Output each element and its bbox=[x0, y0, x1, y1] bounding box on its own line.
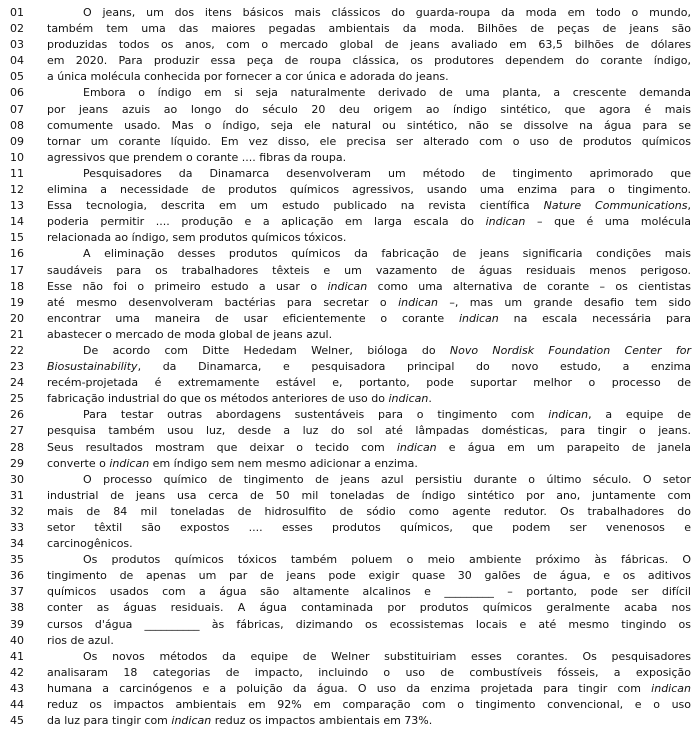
text-line bbox=[10, 391, 691, 407]
line-text bbox=[47, 279, 691, 295]
line-number: 29 bbox=[10, 456, 24, 470]
text-segment: químicos usados com a água são altamente alcalinos e _________ – portanto, pode ser difícil bbox=[47, 585, 691, 599]
text-segment: agressivos que prendem o corante .... fibras da roupa. bbox=[47, 150, 347, 164]
text-segment: Os novos métodos da equipe de Welner substituiriam esses corantes. Os pesquisadores bbox=[83, 649, 691, 663]
text-line bbox=[10, 327, 691, 343]
line-number: 32 bbox=[10, 504, 24, 518]
text-segment: , bbox=[687, 199, 691, 213]
line-text bbox=[47, 118, 691, 134]
line-number: 18 bbox=[10, 279, 24, 293]
line-text bbox=[47, 5, 691, 21]
line-text bbox=[47, 102, 691, 118]
text-line bbox=[10, 504, 691, 520]
italic-term: indican bbox=[396, 440, 437, 454]
text-segment: comumente usado. Mas o índigo, seja ele natural ou sintético, não se dissolve na água para se bbox=[47, 118, 691, 132]
text-segment: em 2020. Para produzir essa peça de roupa clássica, os produtores dependem do corante índigo, bbox=[47, 54, 691, 68]
text-segment: tornar um corante líquido. Em vez disso, ele precisa ser alterado com o uso de produtos químicos bbox=[47, 134, 691, 148]
text-segment: cursos d'água __________ às fábricas, dizimando os ecossistemas locais e até mesmo tingindo os bbox=[47, 617, 691, 631]
line-text bbox=[47, 134, 691, 150]
text-line bbox=[10, 520, 691, 536]
text-segment: O processo químico de tingimento de jeans azul persistiu durante o último século. O setor bbox=[83, 472, 691, 486]
text-line bbox=[10, 617, 691, 633]
text-segment: elimina a necessidade de produtos químicos agressivos, usando uma enzima para o tingimento. bbox=[47, 183, 691, 197]
line-text bbox=[47, 214, 691, 230]
text-segment: Os produtos químicos tóxicos também poluem o meio ambiente próximo às fábricas. O bbox=[83, 553, 691, 567]
line-number: 41 bbox=[10, 649, 24, 663]
line-text bbox=[47, 472, 691, 488]
line-number: 39 bbox=[10, 617, 24, 631]
line-number: 11 bbox=[10, 166, 24, 180]
line-number: 36 bbox=[10, 569, 24, 583]
italic-term: indican bbox=[485, 215, 526, 229]
text-line bbox=[10, 488, 691, 504]
line-number: 34 bbox=[10, 537, 24, 551]
text-line bbox=[10, 472, 691, 488]
text-line bbox=[10, 263, 691, 279]
text-segment: Esse não foi o primeiro estudo a usar o bbox=[47, 279, 328, 293]
text-line bbox=[10, 423, 691, 439]
line-text bbox=[47, 407, 691, 423]
text-line bbox=[10, 69, 691, 85]
text-line bbox=[10, 21, 691, 37]
text-line bbox=[10, 568, 691, 584]
italic-term: indican bbox=[388, 392, 429, 406]
text-line bbox=[10, 665, 691, 681]
line-number: 05 bbox=[10, 70, 24, 84]
text-segment: setor têxtil são expostos .... esses produtos químicos, que podem ser venenosos e bbox=[47, 521, 691, 534]
text-segment: –, mas um grande desafio tem sido bbox=[437, 295, 691, 309]
text-line bbox=[10, 584, 691, 600]
line-number: 27 bbox=[10, 424, 24, 438]
line-number: 42 bbox=[10, 665, 24, 679]
line-text bbox=[47, 295, 691, 311]
text-segment: abastecer o mercado de moda global de jeans azul. bbox=[47, 327, 333, 341]
line-number: 21 bbox=[10, 327, 24, 341]
text-segment: em índigo sem nem mesmo adicionar a enzima. bbox=[149, 456, 418, 470]
line-number: 22 bbox=[10, 343, 24, 357]
line-number: 35 bbox=[10, 553, 24, 567]
line-text bbox=[47, 456, 691, 472]
reading-passage bbox=[10, 5, 691, 729]
line-text bbox=[47, 359, 691, 375]
text-line bbox=[10, 279, 691, 295]
text-line bbox=[10, 697, 691, 713]
line-text bbox=[47, 568, 691, 584]
line-text bbox=[47, 488, 691, 504]
line-text bbox=[47, 536, 691, 552]
line-number: 14 bbox=[10, 215, 24, 229]
text-segment: reduz os impactos ambientais em 92% em comparação com o tingimento convencional, e o uso bbox=[47, 698, 691, 712]
italic-term: indican bbox=[651, 681, 691, 695]
text-segment: , da Dinamarca, e pesquisadora principal do novo estudo, a enzima bbox=[137, 360, 691, 374]
line-number: 24 bbox=[10, 376, 24, 390]
line-text bbox=[47, 37, 691, 53]
italic-term: indican bbox=[548, 408, 589, 422]
line-text bbox=[47, 584, 691, 600]
text-segment: Pesquisadores da Dinamarca desenvolveram um método de tingimento aprimorado que bbox=[83, 166, 691, 180]
text-segment: A eliminação desses produtos químicos da fabricação de jeans significaria condições mais bbox=[83, 247, 691, 261]
line-number: 03 bbox=[10, 38, 24, 52]
line-number: 37 bbox=[10, 585, 24, 599]
line-number: 08 bbox=[10, 118, 24, 132]
line-number: 19 bbox=[10, 295, 24, 309]
line-number: 38 bbox=[10, 601, 24, 615]
italic-term: indican bbox=[171, 714, 212, 728]
text-segment: relacionada ao índigo, sem produtos químicos tóxicos. bbox=[47, 231, 347, 245]
line-text bbox=[47, 150, 691, 166]
italic-term: indican bbox=[327, 279, 368, 293]
line-text bbox=[47, 69, 691, 85]
text-segment: De acordo com Ditte Hededam Welner, bióloga do bbox=[83, 343, 450, 357]
text-line bbox=[10, 552, 691, 568]
line-text bbox=[47, 263, 691, 279]
text-segment: como uma alternativa de corante – os cientistas bbox=[367, 279, 691, 293]
text-segment: recém-projetada é extremamente estável e, portanto, pode suportar melhor o processo de bbox=[47, 376, 691, 390]
text-segment: Embora o índigo em si seja naturalmente derivado de uma planta, a crescente demanda bbox=[83, 86, 691, 100]
italic-term: indican bbox=[398, 295, 438, 309]
text-segment: a única molécula conhecida por fornecer a cor única e adorada do jeans. bbox=[47, 70, 449, 84]
line-text bbox=[47, 246, 691, 262]
text-line bbox=[10, 166, 691, 182]
text-line bbox=[10, 182, 691, 198]
line-number: 10 bbox=[10, 150, 24, 164]
text-line bbox=[10, 407, 691, 423]
text-segment: produzidas todos os anos, com o mercado global de jeans avaliado em 63,5 bilhões de dólares bbox=[47, 38, 691, 52]
line-number: 20 bbox=[10, 311, 24, 325]
line-text bbox=[47, 327, 691, 343]
text-segment: industrial de jeans usa cerca de 50 mil toneladas de índigo sintético por ano, juntamente com bbox=[47, 488, 691, 502]
line-text bbox=[47, 713, 691, 729]
text-segment: e água em um parapeito de janela bbox=[436, 440, 691, 454]
line-text bbox=[47, 85, 691, 101]
line-text bbox=[47, 633, 691, 649]
text-segment: até mesmo desenvolveram bactérias para secretar o bbox=[47, 295, 399, 309]
line-text bbox=[47, 665, 691, 681]
line-number: 43 bbox=[10, 681, 24, 695]
text-line bbox=[10, 37, 691, 53]
line-text bbox=[47, 198, 691, 214]
text-line bbox=[10, 600, 691, 616]
text-segment: reduz os impactos ambientais em 73%. bbox=[211, 714, 433, 728]
text-line bbox=[10, 118, 691, 134]
text-line bbox=[10, 456, 691, 472]
line-number: 33 bbox=[10, 521, 24, 534]
line-text bbox=[47, 166, 691, 182]
line-text bbox=[47, 440, 691, 456]
italic-term: indican bbox=[458, 311, 499, 325]
text-segment: conter as águas residuais. A água contaminada por produtos químicos geralmente acaba nos bbox=[47, 601, 691, 615]
line-text bbox=[47, 600, 691, 616]
text-line bbox=[10, 440, 691, 456]
line-number: 23 bbox=[10, 360, 24, 374]
text-segment: . bbox=[428, 392, 432, 406]
text-segment: analisaram 18 categorias de impacto, incluindo o uso de combustíveis fósseis, a exposição bbox=[47, 665, 691, 679]
text-line bbox=[10, 85, 691, 101]
text-line bbox=[10, 713, 691, 729]
text-segment: poderia permitir .... produção e a aplicação em larga escala do bbox=[47, 215, 486, 229]
text-segment: encontrar uma maneira de usar eficientemente o corante bbox=[47, 311, 459, 325]
line-number: 12 bbox=[10, 183, 24, 197]
line-number: 13 bbox=[10, 199, 24, 213]
text-line bbox=[10, 359, 691, 375]
line-text bbox=[47, 423, 691, 439]
line-text bbox=[47, 520, 691, 536]
line-number: 01 bbox=[10, 6, 24, 19]
line-number: 06 bbox=[10, 86, 24, 100]
line-text bbox=[47, 53, 691, 69]
line-text bbox=[47, 230, 691, 246]
text-segment: humana a carcinógenos e a poluição da água. O uso da enzima projetada para tingir com bbox=[47, 681, 652, 695]
line-text bbox=[47, 552, 691, 568]
text-segment: , a equipe de bbox=[588, 408, 691, 422]
line-number: 04 bbox=[10, 54, 24, 68]
text-segment: – que é uma molécula bbox=[525, 215, 691, 229]
text-segment: por jeans azuis ao longo do século 20 deu origem ao índigo sintético, que agora é mais bbox=[47, 102, 691, 116]
text-line bbox=[10, 311, 691, 327]
italic-term: Biosustainability bbox=[47, 360, 138, 374]
text-line bbox=[10, 198, 691, 214]
line-number: 40 bbox=[10, 633, 24, 647]
italic-term: indican bbox=[109, 456, 150, 470]
text-segment: converte o bbox=[47, 456, 110, 470]
line-text bbox=[47, 391, 691, 407]
text-line bbox=[10, 633, 691, 649]
line-text bbox=[47, 681, 691, 697]
line-number: 07 bbox=[10, 102, 24, 116]
text-line bbox=[10, 649, 691, 665]
text-line bbox=[10, 214, 691, 230]
text-segment: Para testar outras abordagens sustentáveis para o tingimento com bbox=[83, 408, 549, 422]
text-line bbox=[10, 246, 691, 262]
line-number: 15 bbox=[10, 231, 24, 245]
line-text bbox=[47, 375, 691, 391]
text-line bbox=[10, 5, 691, 21]
line-text bbox=[47, 697, 691, 713]
line-number: 02 bbox=[10, 22, 24, 36]
line-number: 09 bbox=[10, 134, 24, 148]
text-line bbox=[10, 150, 691, 166]
text-segment: Seus resultados mostram que deixar o tecido com bbox=[47, 440, 397, 454]
text-segment: tingimento de apenas um par de jeans pode exigir quase 30 galões de água, e os aditivos bbox=[47, 569, 691, 583]
line-text bbox=[47, 504, 691, 520]
text-segment: saudáveis para os trabalhadores têxteis e um vazamento de águas residuais menos perigoso. bbox=[47, 263, 691, 277]
text-line bbox=[10, 53, 691, 69]
text-segment: também tem uma das maiores pegadas ambientais da moda. Bilhões de peças de jeans são bbox=[47, 22, 691, 36]
text-line bbox=[10, 681, 691, 697]
text-segment: rios de azul. bbox=[47, 633, 114, 647]
text-segment: na escala necessária para bbox=[498, 311, 691, 325]
line-number: 44 bbox=[10, 698, 24, 712]
text-line bbox=[10, 295, 691, 311]
italic-term: Nature Communications bbox=[543, 199, 688, 213]
text-segment: Essa tecnologia, descrita em um estudo publicado na revista científica bbox=[47, 199, 544, 213]
line-text bbox=[47, 617, 691, 633]
text-segment: carcinogênicos. bbox=[47, 537, 133, 551]
line-number: 31 bbox=[10, 488, 24, 502]
line-text bbox=[47, 311, 691, 327]
text-segment: da luz para tingir com bbox=[47, 714, 172, 728]
text-segment: O jeans, um dos itens básicos mais clássicos do guarda-roupa da moda em todo o mundo, bbox=[83, 6, 691, 19]
text-segment: pesquisa também usou luz, desde a luz do sol até lâmpadas domésticas, para tingir o jeans. bbox=[47, 424, 691, 438]
line-text bbox=[47, 343, 691, 359]
italic-term: Novo Nordisk Foundation Center for bbox=[449, 343, 691, 357]
line-text bbox=[47, 21, 691, 37]
text-line bbox=[10, 536, 691, 552]
text-line bbox=[10, 230, 691, 246]
line-number: 17 bbox=[10, 263, 24, 277]
text-segment: mais de 84 mil toneladas de hidrosulfito de sódio como agente redutor. Os trabalhadores do bbox=[47, 504, 691, 518]
line-text bbox=[47, 649, 691, 665]
line-number: 26 bbox=[10, 408, 24, 422]
line-number: 16 bbox=[10, 247, 24, 261]
line-number: 30 bbox=[10, 472, 24, 486]
line-number: 28 bbox=[10, 440, 24, 454]
line-number: 45 bbox=[10, 714, 24, 728]
text-line bbox=[10, 343, 691, 359]
line-text bbox=[47, 182, 691, 198]
text-line bbox=[10, 134, 691, 150]
text-segment: fabricação industrial do que os métodos anteriores de uso do bbox=[47, 392, 389, 406]
line-number: 25 bbox=[10, 392, 24, 406]
text-line bbox=[10, 375, 691, 391]
text-line bbox=[10, 102, 691, 118]
